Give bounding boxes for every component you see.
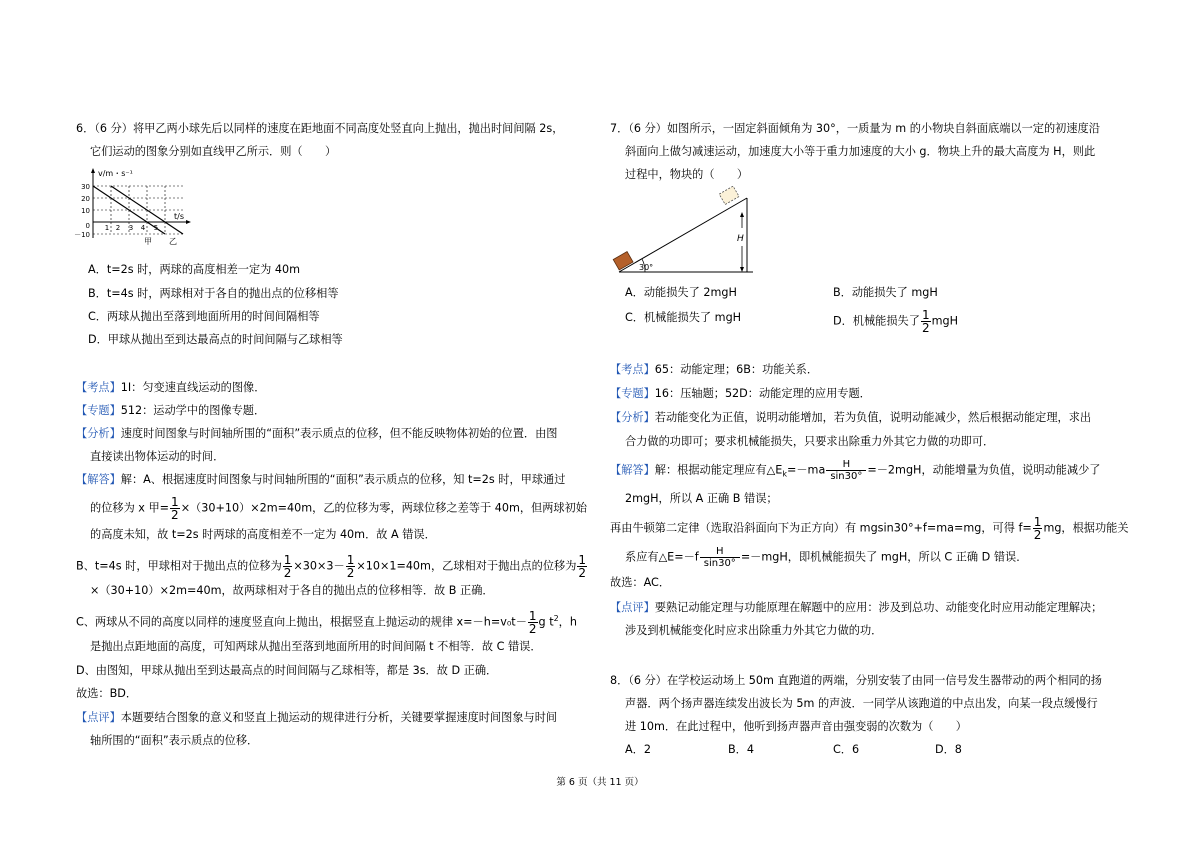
zhuanti-tag: 【专题】 bbox=[76, 404, 121, 417]
block-bottom bbox=[613, 252, 633, 270]
q7-jieda-line1 bbox=[610, 459, 1100, 482]
jieda-2b: ×（30+10）×2m=40m，乙的位移为零，两球位移之差等于 40m，但两球初始 bbox=[180, 501, 587, 515]
frac-den: 2 bbox=[171, 508, 179, 522]
jieda-4a: 系应有△E=－f bbox=[625, 550, 699, 564]
b-1b: ×30×3－ bbox=[293, 559, 345, 573]
c-1a: C、两球从不同的高度以同样的速度竖直向上抛出，根据竖直上抛运动的规律 x=－h=v₀t－ bbox=[76, 615, 527, 629]
frac-sin30: sin30° bbox=[703, 558, 736, 569]
incline-surface bbox=[619, 198, 747, 272]
q6-c-line2: 是抛出点距地面的高度，可知两球从抛出至落到地面所用的时间间隔 t 不相等．故 C 错误． bbox=[90, 640, 542, 653]
y-axis-label: v/m・s⁻¹ bbox=[98, 169, 133, 178]
q7-dianping-line2: 涉及到机械能变化时应求出除重力外其它力做的功． bbox=[625, 624, 883, 637]
q6-fenxi-line1 bbox=[76, 427, 558, 441]
jieda-tag: 【解答】 bbox=[610, 463, 655, 477]
q6-option-d[interactable]: D．甲球从抛出至到达最高点的时间间隔与乙球相等 bbox=[88, 333, 343, 346]
frac-den: 2 bbox=[528, 622, 537, 636]
frac-num: 1 bbox=[1033, 515, 1042, 529]
option-d-text: D．机械能损失了 bbox=[833, 314, 920, 328]
q6-d-line: D、由图知，甲球从抛出至到达最高点的时间间隔与乙球相等，都是 3s．故 D 正确． bbox=[76, 664, 498, 677]
jieda-1a: 解：根据动能定理应有 bbox=[654, 463, 767, 477]
q7-option-d[interactable] bbox=[833, 309, 958, 334]
label-jia: 甲 bbox=[144, 237, 152, 246]
q7-stem-line1: 7．（6 分）如图所示，一固定斜面倾角为 30°，一质量为 m 的小物块自斜面底端以一定的初速度沿 bbox=[610, 122, 1100, 135]
frac-num: 1 bbox=[921, 308, 930, 322]
kaodian-tag: 【考点】 bbox=[76, 381, 121, 394]
q8-stem-line2: 声器．两个扬声器连续发出波长为 5m 的声波．一同学从该跑道的中点出发，向某一段点缓慢行 bbox=[625, 697, 1098, 710]
q6-dianping-line1 bbox=[76, 711, 557, 725]
frac-num: 1 bbox=[528, 609, 537, 623]
jieda-1c: =－2mgH，动能增量为负值，说明动能减少了 bbox=[867, 463, 1101, 477]
c-1c: ，h bbox=[558, 615, 577, 629]
frac-h: H bbox=[700, 546, 740, 558]
q7-option-a[interactable]: A．动能损失了 2mgH bbox=[625, 286, 737, 299]
fenxi-tag: 【分析】 bbox=[610, 411, 655, 424]
y-tick-10: 10 bbox=[81, 207, 90, 215]
q7-kaodian bbox=[610, 363, 818, 377]
angle-label: 30° bbox=[639, 263, 654, 272]
dianping-text-1: 要熟记动能定理与功能原理在解题中的应用：涉及到总功、动能变化时应用动能定理解决； bbox=[654, 601, 1103, 614]
jieda-tag: 【解答】 bbox=[76, 473, 121, 486]
y-tick-20: 20 bbox=[81, 195, 90, 203]
x-tick-3: 3 bbox=[128, 224, 134, 232]
frac-den: 2 bbox=[1033, 528, 1042, 542]
frac-num: 1 bbox=[346, 553, 355, 567]
q6-b-line1 bbox=[76, 554, 588, 579]
block-top bbox=[719, 186, 739, 204]
fenxi-text-1: 速度时间图象与时间轴所围的“面积”表示质点的位移，但不能反映物体初始的位置．由图 bbox=[120, 427, 558, 440]
frac-den: 2 bbox=[346, 566, 355, 580]
y-tick-30: 30 bbox=[81, 183, 90, 191]
q6-kaodian bbox=[76, 381, 265, 395]
q6-stem-line1: 6．（6 分）将甲乙两小球先后以同样的速度在距地面不同高度处竖直向上抛出，抛出时间间隔 2s， bbox=[76, 122, 564, 135]
q7-option-c[interactable]: C．机械能损失了 mgH bbox=[625, 311, 742, 324]
option-d-tail: mgH bbox=[931, 314, 958, 328]
q7-fenxi-line2: 合力做的功即可；要求机械能损失，只要求出除重力外其它力做的功即可． bbox=[625, 435, 995, 448]
jieda-2a: 的位移为 x 甲= bbox=[90, 501, 170, 515]
fraction-half bbox=[921, 309, 931, 334]
q6-stem-line2: 它们运动的图象分别如直线甲乙所示．则（ ） bbox=[90, 145, 337, 158]
q6-fenxi-line2: 直接读出物体运动的时间． bbox=[90, 450, 225, 463]
q8-option-a[interactable]: A．2 bbox=[625, 743, 651, 756]
x-tick-1: 1 bbox=[104, 224, 110, 232]
fenxi-tag: 【分析】 bbox=[76, 427, 121, 440]
jieda-4b: =－mgH，即机械能损失了 mgH，所以 C 正确 D 错误． bbox=[740, 550, 1028, 564]
c-1b: g t bbox=[538, 615, 554, 629]
x-tick-4: 4 bbox=[140, 224, 146, 232]
kaodian-tag: 【考点】 bbox=[610, 363, 655, 376]
zhuanti-tag: 【专题】 bbox=[610, 387, 655, 400]
q6-jieda-line1 bbox=[76, 473, 565, 487]
kaodian-text: 65：动能定理；6B：功能关系． bbox=[654, 363, 819, 376]
fenxi-text-1: 若动能变化为正值，说明动能增加，若为负值，说明动能减少，然后根据动能定理，求出 bbox=[654, 411, 1092, 424]
kaodian-text: 1I：匀变速直线运动的图像． bbox=[120, 381, 266, 394]
superscript-2: 2 bbox=[553, 613, 559, 623]
delta-ek: △E bbox=[766, 463, 783, 477]
q7-jieda-line2: 2mgH，所以 A 正确 B 错误； bbox=[625, 492, 778, 505]
x-tick-5: 5 bbox=[153, 224, 159, 232]
b-1c: ×10×1=40m，乙球相对于抛出点的位移为 bbox=[356, 559, 577, 573]
dianping-tag: 【点评】 bbox=[610, 601, 655, 614]
frac-sin30: sin30° bbox=[830, 471, 863, 482]
b-1a: B、t=4s 时，甲球相对于抛出点的位移为 bbox=[76, 559, 282, 573]
y-tick-neg10: －10 bbox=[74, 231, 90, 239]
q6-jieda-line2 bbox=[90, 496, 587, 521]
fraction-h-over-sin30 bbox=[700, 546, 740, 569]
fraction-half bbox=[577, 554, 587, 579]
q6-dianping-line2: 轴所围的“面积”表示质点的位移． bbox=[90, 734, 259, 747]
q7-zhuanti bbox=[610, 387, 871, 401]
q6-jieda-line3: 的高度未知，故 t=2s 时两球的高度相差不一定为 40m．故 A 错误． bbox=[90, 528, 436, 541]
jieda-3a: 再由牛顿第二定律（选取沿斜面向下为正方向）有 mgsin30°+f=ma=mg，可得 f= bbox=[610, 521, 1032, 535]
zhuanti-text: 512：运动学中的图像专题． bbox=[120, 404, 266, 417]
q6-answer: 故选：BD． bbox=[76, 687, 138, 700]
label-yi: 乙 bbox=[169, 237, 177, 246]
q8-stem-line1: 8．（6 分）在学校运动场上 50m 直跑道的两端，分别安装了由同一信号发生器带动的两个相同的扬 bbox=[610, 674, 1102, 687]
zhuanti-text: 16：压轴题；52D：动能定理的应用专题． bbox=[654, 387, 871, 400]
frac-num: 1 bbox=[283, 553, 292, 567]
q7-option-b[interactable]: B．动能损失了 mgH bbox=[833, 286, 938, 299]
frac-den: 2 bbox=[578, 566, 587, 580]
fraction-half bbox=[346, 554, 356, 579]
frac-h: H bbox=[826, 459, 866, 471]
delta-ek-sub: k bbox=[782, 469, 787, 479]
dianping-tag: 【点评】 bbox=[76, 711, 121, 724]
q6-vt-graph bbox=[68, 166, 198, 246]
q8-option-b[interactable]: B．4 bbox=[728, 743, 754, 756]
q7-fenxi-line1 bbox=[610, 411, 1091, 425]
fraction-half bbox=[170, 496, 180, 521]
frac-den: 2 bbox=[921, 321, 930, 335]
x-tick-2: 2 bbox=[115, 224, 121, 232]
frac-num: 1 bbox=[578, 553, 587, 567]
fraction-half bbox=[528, 610, 538, 635]
q7-incline-figure bbox=[605, 186, 765, 278]
q8-stem-line3: 进 10m．在此过程中，他听到扬声器声音由强变弱的次数为（ ） bbox=[625, 720, 967, 733]
q7-jieda-line4 bbox=[625, 546, 1027, 569]
q6-b-line2: ×（30+10）×2m=40m，故两球相对于各自的抛出点的位移相等．故 B 正确． bbox=[90, 584, 494, 597]
frac-num: 1 bbox=[171, 495, 179, 509]
q7-stem-line2: 斜面向上做匀减速运动，加速度大小等于重力加速度的大小 g．物块上升的最大高度为 H，则此 bbox=[625, 145, 1096, 158]
dianping-text-1: 本题要结合图象的意义和竖直上抛运动的规律进行分析，关键要掌握速度时间图象与时间 bbox=[120, 711, 558, 724]
fraction-half bbox=[1033, 516, 1043, 541]
height-label: H bbox=[737, 234, 744, 244]
q8-option-c[interactable]: C．6 bbox=[833, 743, 860, 756]
jieda-3b: mg，根据功能关 bbox=[1043, 521, 1129, 535]
q6-option-b[interactable]: B．t=4s 时，两球相对于各自的抛出点的位移相等 bbox=[88, 287, 339, 300]
q6-c-line1 bbox=[76, 610, 577, 635]
frac-den: 2 bbox=[283, 566, 292, 580]
q8-option-d[interactable]: D．8 bbox=[935, 743, 962, 756]
q7-answer: 故选：AC． bbox=[610, 576, 671, 589]
fraction-half bbox=[283, 554, 293, 579]
q7-dianping-line1 bbox=[610, 601, 1102, 615]
q6-option-a[interactable]: A．t=2s 时，两球的高度相差一定为 40m bbox=[88, 263, 301, 276]
q7-stem-line3: 过程中，物块的（ ） bbox=[625, 168, 749, 181]
jieda-text-1: 解：A、根据速度时间图象与时间轴所围的“面积”表示质点的位移，知 t=2s 时，甲球通过 bbox=[120, 473, 566, 486]
fraction-h-over-sin30 bbox=[826, 459, 866, 482]
q6-zhuanti bbox=[76, 404, 265, 418]
x-axis-label: t/s bbox=[174, 212, 184, 221]
q7-jieda-line3 bbox=[610, 516, 1129, 541]
jieda-1b: =－ma bbox=[786, 463, 826, 477]
q6-option-c[interactable]: C．两球从抛出至落到地面所用的时间间隔相等 bbox=[88, 310, 320, 323]
page-footer: 第 6 页（共 11 页） bbox=[556, 777, 644, 788]
y-tick-0: 0 bbox=[85, 222, 90, 230]
